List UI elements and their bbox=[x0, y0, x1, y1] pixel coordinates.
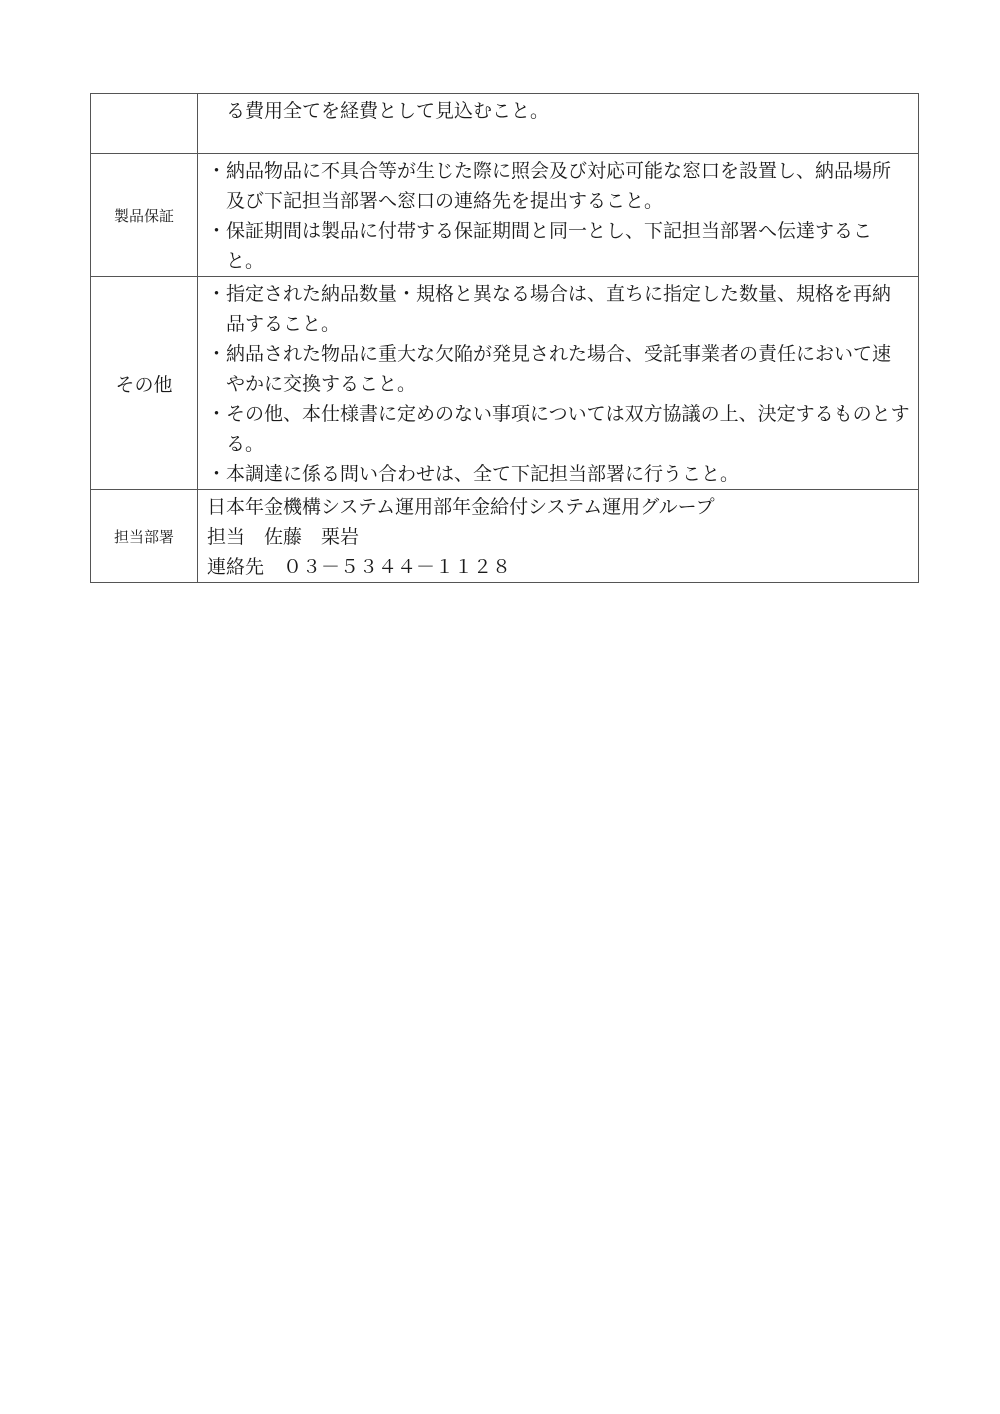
bullet-mark: ・ bbox=[207, 463, 227, 485]
table-row bbox=[91, 154, 919, 277]
dept-phone: 連絡先 ０３－５３４４－１１２８ bbox=[207, 556, 512, 578]
bullet-text: その他、本仕様書に定めのない事項については双方協議の上、決定するものとする。 bbox=[226, 403, 910, 455]
bullet-mark: ・ bbox=[207, 160, 227, 182]
row-label-cell bbox=[91, 490, 198, 583]
bullet-mark: ・ bbox=[207, 403, 227, 425]
row-label-cell bbox=[91, 154, 198, 277]
row-label-cell bbox=[91, 277, 198, 490]
bullet-mark: ・ bbox=[207, 220, 227, 242]
bullet-item bbox=[207, 459, 910, 489]
bullet-text: 納品された物品に重大な欠陥が発見された場合、受託事業者の責任において速やかに交換すること。 bbox=[226, 343, 892, 395]
row-label: 担当部署 bbox=[113, 527, 174, 546]
bullet-item bbox=[207, 216, 910, 276]
bullet-item bbox=[207, 399, 910, 459]
bullet-text: 指定された納品数量・規格と異なる場合は、直ちに指定した数量、規格を再納品すること。 bbox=[226, 283, 892, 335]
row-content-cell bbox=[198, 490, 919, 583]
table-row bbox=[91, 490, 919, 583]
spec-table bbox=[90, 93, 919, 583]
row-label-cell bbox=[91, 94, 198, 154]
continued-text: る費用全てを経費として見込むこと。 bbox=[226, 100, 550, 122]
row-content-cell bbox=[198, 154, 919, 277]
bullet-item bbox=[207, 156, 910, 216]
table-row bbox=[91, 277, 919, 490]
bullet-item bbox=[207, 339, 910, 399]
bullet-text: 納品物品に不具合等が生じた際に照会及び対応可能な窓口を設置し、納品場所及び下記担当部署へ窓口の連絡先を提出すること。 bbox=[226, 160, 892, 212]
row-label: 製品保証 bbox=[113, 206, 174, 225]
row-content-cell bbox=[198, 277, 919, 490]
bullet-text: 本調達に係る問い合わせは、全て下記担当部署に行うこと。 bbox=[226, 463, 740, 485]
bullet-item bbox=[207, 279, 910, 339]
bullet-text: 保証期間は製品に付帯する保証期間と同一とし、下記担当部署へ伝達すること。 bbox=[226, 220, 873, 272]
bullet-mark: ・ bbox=[207, 283, 227, 305]
dept-name: 日本年金機構システム運用部年金給付システム運用グループ bbox=[207, 496, 715, 518]
bullet-mark: ・ bbox=[207, 343, 227, 365]
row-content-cell bbox=[198, 94, 919, 154]
row-label: その他 bbox=[115, 373, 173, 396]
dept-contact-person: 担当 佐藤 栗岩 bbox=[207, 526, 360, 548]
table-row bbox=[91, 94, 919, 154]
